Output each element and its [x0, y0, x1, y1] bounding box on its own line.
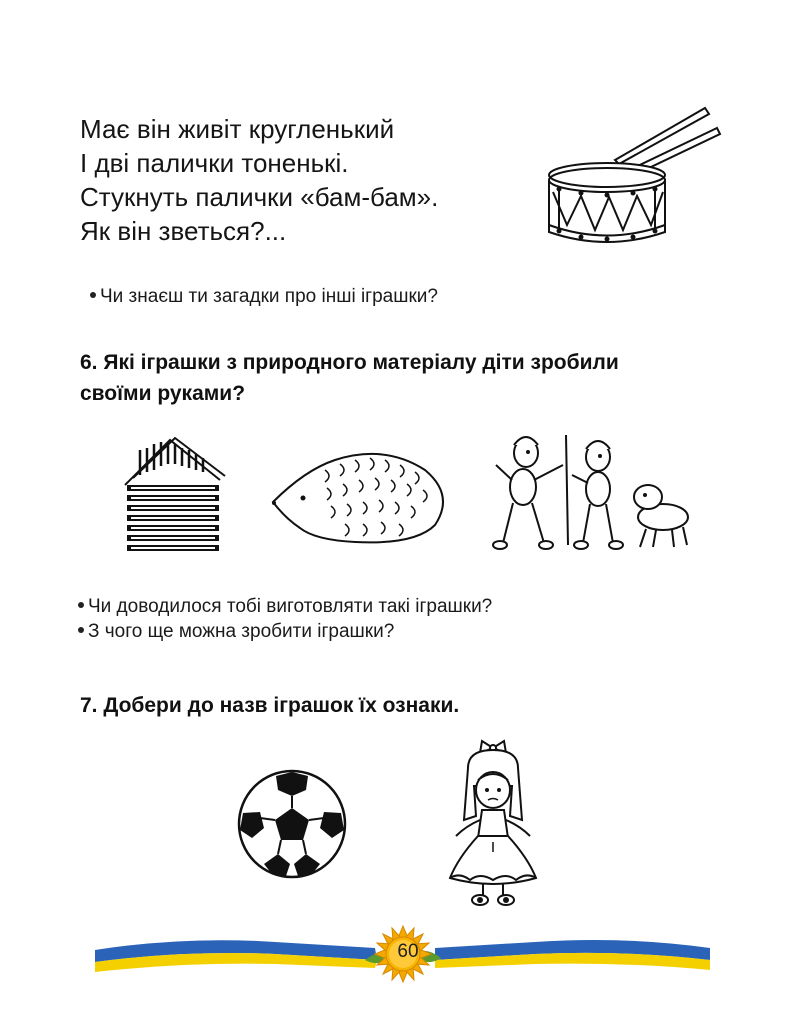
- task6-title-line-2: своїми руками?: [80, 382, 246, 405]
- acorn-figures-illustration: [488, 425, 698, 555]
- drum-illustration: [545, 100, 735, 260]
- question-other-riddles: Чи знаєш ти загадки про інші іграшки?: [90, 286, 438, 308]
- doll-illustration: [438, 738, 548, 910]
- riddle-line-2: І дві палички тоненькі.: [80, 148, 349, 178]
- task6-heading: [80, 347, 619, 409]
- riddle-line-1: Має він живіт кругленький: [80, 114, 395, 144]
- riddle-text: [80, 112, 438, 248]
- bullet-icon: [78, 602, 84, 608]
- matchstick-house-illustration: [115, 430, 235, 560]
- task6-question-2: З чого ще можна зробити іграшки?: [78, 621, 394, 643]
- bullet-icon: [90, 292, 96, 298]
- hedgehog-illustration: [265, 440, 455, 550]
- soccer-ball-illustration: [236, 768, 348, 880]
- task6-question-1: Чи доводилося тобі виготовляти такі іграшки?: [78, 596, 492, 618]
- task7-heading: 7. Добери до назв іграшок їх ознаки.: [80, 694, 460, 717]
- bullet-icon: [78, 627, 84, 633]
- riddle-line-4: Як він зветься?...: [80, 216, 287, 246]
- task6-title-line-1: 6. Які іграшки з природного матеріалу діти зробили: [80, 351, 619, 374]
- riddle-line-3: Стукнуть палички «бам-бам».: [80, 182, 439, 212]
- page-number: 60: [397, 941, 419, 962]
